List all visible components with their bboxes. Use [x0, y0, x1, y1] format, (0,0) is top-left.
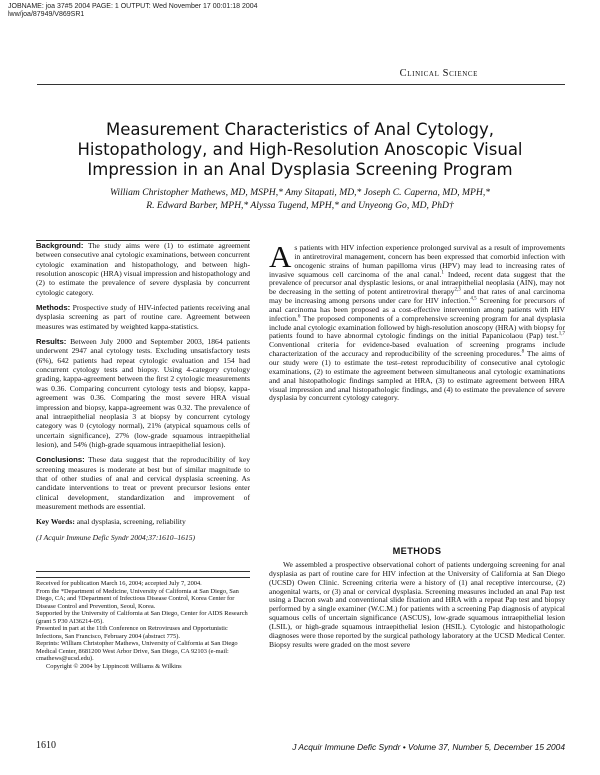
abstract-background	[36, 241, 250, 297]
footnotes	[36, 580, 250, 671]
results-label: Results:	[36, 337, 67, 347]
introduction	[269, 239, 566, 403]
results-text: Between July 2000 and September 2003, 1864 patients underwent 2947 anal cytology tests. Excluding unsatisfactory tests (6%), 642 patients had repeat cytologic evaluation and 154 had concurrent cytology tests and biopsy. Using 4-category cytology grading, kappa-agreement between the first 2 cytologic measurements was 0.36. Comparing concurrent cytology tests and biopsy, kappa-agreement was 0.36. Comparing the most severe HRA visual impression and biopsy, kappa-agreement was 0.32. The prevalence of anal intraepithelial neoplasia 3 at biopsy by concurrent cytology category was 0 (cytology normal), 21% (atypical squamous cells of uncertain significance), 27% (low-grade squamous intraepithelial lesion), and 54% (high-grade squamous intraepithelial lesion).	[36, 337, 250, 449]
section-label: Clinical Science	[399, 68, 478, 79]
section-rule	[37, 84, 565, 85]
title-line-3: Impression in an Anal Dysplasia Screening Program	[87, 160, 513, 179]
running-footer: J Acquir Immune Defic Syndr • Volume 37, Number 5, December 15 2004	[292, 742, 565, 752]
footnote: Reprints: William Christopher Mathews, University of California at San Diego Medical Center, 8681200 West Arbor Drive, San Diego, CA 92103 (e-mail: cmathews@ucsd.edu).	[36, 640, 238, 663]
ref: 2,3	[454, 287, 461, 293]
footnote: Supported by the University of California at San Diego, Center for AIDS Research (grant 5 P30 AI36214-05).	[36, 610, 248, 625]
keywords-text: anal dysplasia, screening, reliability	[76, 517, 186, 527]
authors-line-1: William Christopher Mathews, MD, MSPH,* Amy Sitapati, MD,* Joseph C. Caperna, MD, MPH,*	[109, 187, 491, 198]
page-number: 1610	[36, 740, 56, 751]
intro-text: and that rates of anal carcinoma may be increasing among persons under care for HIV infection.	[269, 287, 566, 306]
methods-heading: METHODS	[392, 546, 442, 556]
article-title	[40, 120, 560, 180]
footnote: Presented in part at the 11th Conference on Retroviruses and Opportunistic Infections, San Francisco, February 2004 (abstract 775).	[36, 625, 228, 640]
ref: 1,7	[558, 331, 565, 337]
footnote: Received for publication March 16, 2004; accepted July 7, 2004.	[36, 580, 202, 587]
intro-text: The proposed components of a comprehensive screening program for anal dysplasia include anal cytologic examination followed by high-resolution anoscopy (HRA) with biopsy for patients found to have abnormal cytologic findings on the initial Papanicolaou (Pap) test.	[269, 313, 565, 341]
intro-text: s patients with HIV infection experience prolonged survival as a result of improvements in antiretroviral management, concern has been expressed that comorbid infection with oncogenic strains of human papilloma virus (HPV) may lead to increasing rates of invasive squamous cell carcinoma of the anal canal.	[269, 243, 565, 279]
methods-paragraph: We assembled a prospective observational cohort of patients undergoing screening for anal dysplasia as part of routine care for HIV infection at the University of California at San Diego (UCSD) Owen Clinic. Screening criteria were a history of (1) anal receptive intercourse, (2) anogenital warts, or (3) anal or cervical dysplasia. Screening measures included an anal Pap test using a Dacron swab and conventional slide fixation and HRA with a repeat Pap test and biopsy performed by a single examiner (W.C.M.) for patients with a screening Pap diagnosis of atypical squamous cells of uncertain significance (ASCUS), low-grade squamous intraepithelial lesion (LSIL), or high-grade squamous intraepithelial lesion (HSIL). Cytologic and histopathologic diagnoses were those reported by the surgical pathology laboratory at the UCSD Medical Center. Biopsy results were graded on the most severe	[269, 560, 565, 649]
abstract-conclusions	[36, 455, 250, 511]
abstract-keywords	[36, 517, 250, 526]
conclusions-label: Conclusions:	[36, 455, 85, 465]
intro-text: Conventional criteria for evidence-based evaluation of screening programs include characterization of the accuracy and reproducibility of the screening procedures.	[269, 340, 565, 359]
author-list	[40, 186, 560, 212]
ref: 8	[521, 349, 525, 355]
print-header-line-2: lww/joa/87949/V869SR1	[8, 11, 85, 18]
intro-text: Indeed, recent data suggest that the prevalence of precursor anal dysplastic lesions, or anal intraepithelial neoplasia (AIN), may not be decreasing in the setting of potent antiretroviral therapy	[269, 269, 565, 297]
abstract	[36, 241, 250, 548]
ref: 1	[441, 270, 444, 275]
ref: 4,5	[470, 296, 477, 302]
intro-text: Screening for precursors of anal carcinoma has been proposed as a cost-effective intervention among patients with HIV infection.	[269, 296, 565, 323]
methods-label: Methods:	[36, 303, 71, 313]
conclusions-text: These data suggest that the reproducibility of key screening measures is moderate at best but of similar magnitude to that of other studies of anal and cervical dysplasia screening. As candidate interventions to treat or prevent precursor lesions enter clinical development, standardization and improvement of measurement methods are essential.	[36, 455, 250, 511]
abstract-results	[36, 337, 250, 449]
intro-text: The aims of our study were (1) to estimate the test–retest reproducibility of consecutive anal cytologic examinations, (2) to estimate the agreement between simultaneous anal cytologic examinations and anal histopathologic findings sampled at HRA, (3) to estimate agreement between HRA visual impression and anal histopathologic findings, and (4) to estimate the prevalence of severe dysplasia by concurrent cytology category.	[269, 349, 565, 403]
background-text: The study aims were (1) to estimate agreement between consecutive anal cytologic examinations, between concurrent cytologic examination and histopathology, and between high-resolution anoscopic (HRA) visual impression and histopathology and (2) to estimate the prevalence of severe dysplasia by concurrent cytologic category.	[36, 241, 250, 297]
ref: 6	[297, 314, 301, 320]
methods-text: Prospective study of HIV-infected patients receiving anal dysplasia screening as part of routine care. Agreement between measures was estimated by weighted kappa-statistics.	[36, 303, 250, 331]
title-line-2: Histopathology, and High-Resolution Anoscopic Visual	[77, 140, 523, 159]
authors-line-2: R. Edward Barber, MPH,* Alyssa Tugend, MPH,* and Unyeong Go, MD, PhD†	[146, 200, 454, 211]
print-header-line-1: JOBNAME: joa 37#5 2004 PAGE: 1 OUTPUT: Wed November 17 00:01:18 2004	[8, 3, 258, 10]
abstract-methods	[36, 303, 250, 331]
title-line-1: Measurement Characteristics of Anal Cytology,	[106, 120, 494, 139]
footnote: From the *Department of Medicine, University of California at San Diego, San Diego, CA; and †Department of Infectious Disease Control, Korea Center for Disease Control and Prevention, Seoul, Korea.	[36, 587, 239, 610]
footnote-rule	[36, 577, 250, 578]
background-label: Background:	[36, 241, 84, 250]
drop-cap: A	[269, 239, 292, 274]
copyright-line: Copyright © 2004 by Lippincott Williams & Wilkins	[46, 663, 182, 671]
keywords-label: Key Words:	[36, 517, 75, 527]
abstract-citation: (J Acquir Immune Defic Syndr 2004;37:1610–1615)	[36, 532, 196, 542]
